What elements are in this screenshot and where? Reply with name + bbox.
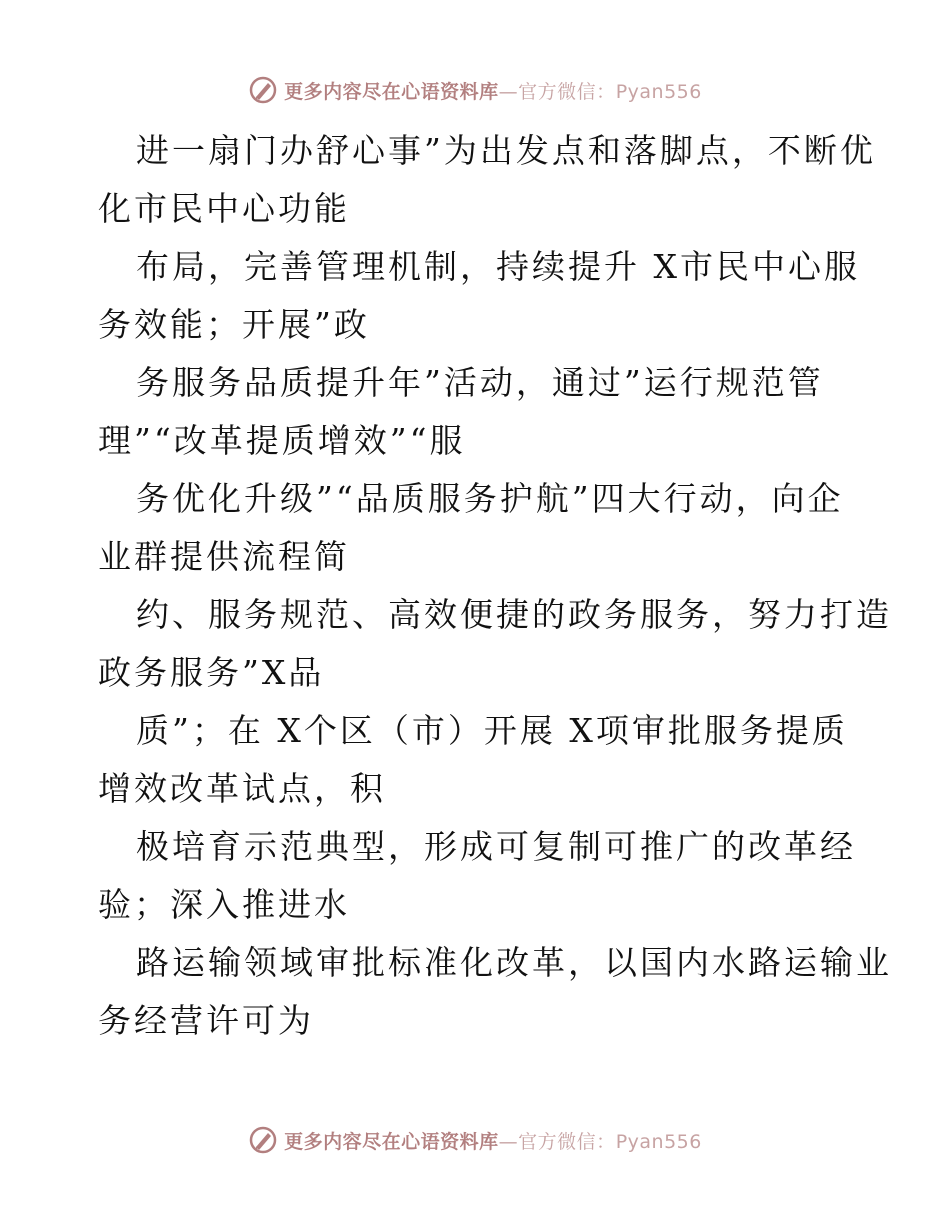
text-line: 政务服务”X品 [98,653,325,692]
watermark-main: 更多内容尽在心语资料库 [284,1130,499,1153]
text-line: 务优化升级”“品质服务护航”四大行动，向企 [136,479,844,518]
watermark-dash: — [498,80,519,103]
watermark-id: Pyan556 [615,80,702,103]
watermark-sub: 官方微信： [518,80,616,103]
header-watermark [0,70,950,110]
text-line: 务经营许可为 [98,1001,314,1040]
watermark-text [284,1127,702,1154]
text-line: 务服务品质提升年”活动，通过”运行规范管 [136,363,824,402]
text-line: 极培育示范典型，形成可复制可推广的改革经 [136,827,856,866]
watermark-sub: 官方微信： [518,1130,616,1153]
text-line: 化市民中心功能 [98,189,350,228]
text-line: 理”“改革提质增效”“服 [98,421,466,460]
text-line: 布局，完善管理机制，持续提升 X市民中心服 [136,247,860,286]
text-line: 质”；在 X个区（市）开展 X项审批服务提质 [136,711,848,750]
watermark-main: 更多内容尽在心语资料库 [284,80,499,103]
text-line: 进一扇门办舒心事”为出发点和落脚点，不断优 [136,131,876,170]
document-body [98,122,892,1050]
watermark-text [284,77,702,104]
text-line: 业群提供流程简 [98,537,350,576]
footer-watermark [0,1120,950,1160]
watermark-id: Pyan556 [615,1130,702,1153]
watermark-dash: — [498,1130,519,1153]
watermark-logo [248,1125,278,1155]
text-line: 约、服务规范、高效便捷的政务服务，努力打造 [136,595,892,634]
text-line: 增效改革试点，积 [98,769,386,808]
watermark-logo [248,75,278,105]
text-line: 验；深入推进水 [98,885,350,924]
text-line: 路运输领域审批标准化改革，以国内水路运输业 [136,943,892,982]
text-line: 务效能；开展”政 [98,305,370,344]
